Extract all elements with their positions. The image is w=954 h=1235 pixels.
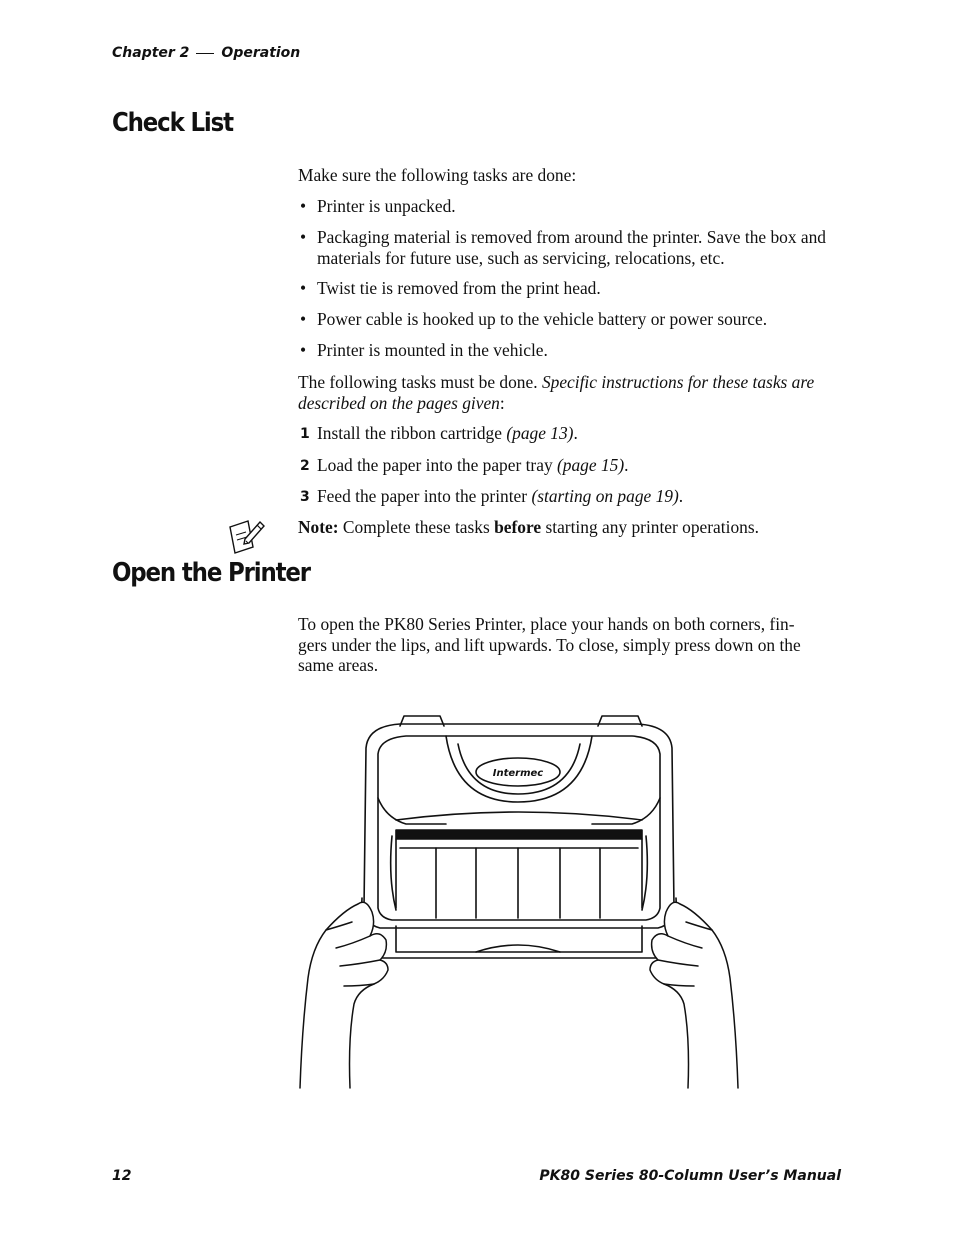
- check-list-bullet: [300, 278, 826, 299]
- bullet-dot: •: [300, 340, 307, 360]
- tasks-lead: [298, 372, 828, 413]
- open-printer-heading: Open the Printer: [112, 558, 310, 588]
- running-head: [112, 45, 300, 61]
- bullet-dot: •: [300, 227, 307, 247]
- paragraph-line: To open the PK80 Series Printer, place your hands on both corners, fin-: [298, 614, 795, 634]
- bullet-dot: •: [300, 278, 307, 298]
- manual-title: PK80 Series 80-Column User’s Manual: [539, 1168, 841, 1184]
- paragraph-line: same areas.: [298, 655, 379, 675]
- step-page-ref: (starting on page 19): [531, 486, 679, 506]
- note-label: Note:: [298, 517, 339, 537]
- note-text-before: Complete these tasks: [342, 517, 490, 537]
- step-end: .: [624, 455, 629, 475]
- note-emphasis: before: [494, 517, 542, 537]
- bullet-dot: •: [300, 196, 307, 216]
- page-number: 12: [112, 1168, 132, 1184]
- check-list-bullet: [300, 309, 826, 330]
- step-item: [300, 455, 826, 476]
- note-text: [298, 517, 828, 538]
- note-pencil-icon: [226, 517, 266, 555]
- paragraph-line: gers under the lips, and lift upwards. To close, simply press down on the: [298, 634, 801, 655]
- step-end: .: [573, 423, 578, 443]
- bullet-dot: •: [300, 309, 307, 329]
- step-page-ref: (page 13): [506, 423, 574, 443]
- check-list-bullet: [300, 227, 826, 268]
- step-text: Install the ribbon cartridge: [317, 423, 502, 443]
- step-end: .: [678, 486, 684, 506]
- bullet-text: Twist tie is removed from the print head.: [317, 278, 601, 298]
- running-head-chapter: Chapter 2: [112, 45, 190, 61]
- check-list-intro: Make sure the following tasks are done:: [298, 165, 577, 185]
- bullet-text: Power cable is hooked up to the vehicle battery or power source.: [317, 309, 768, 329]
- step-number: 3: [300, 489, 310, 505]
- step-page-ref: (page 15): [557, 455, 625, 475]
- check-list-heading: Check List: [112, 108, 233, 138]
- tasks-lead-end: :: [499, 392, 505, 413]
- running-head-section: Operation: [221, 45, 301, 61]
- printer-open-hands-illustration: [296, 708, 742, 1092]
- step-number: 2: [300, 458, 310, 474]
- bullet-text: Printer is unpacked.: [317, 196, 456, 216]
- tasks-lead-italic: Specific instructions for these tasks are described on the pages given: [298, 372, 815, 413]
- check-list-bullet: [300, 196, 826, 217]
- step-text: Feed the paper into the printer: [317, 486, 528, 506]
- bullet-text: Printer is mounted in the vehicle.: [317, 340, 548, 360]
- step-number: 1: [300, 426, 310, 442]
- tasks-lead-text: The following tasks must be done.: [298, 372, 538, 392]
- step-text: Load the paper into the paper tray: [317, 455, 553, 475]
- open-printer-paragraph: [298, 614, 828, 676]
- check-list-bullet: [300, 340, 826, 361]
- running-head-dash: [196, 53, 214, 54]
- step-item: [300, 423, 826, 444]
- intermec-logo-text: Intermec: [492, 768, 544, 779]
- step-item: [300, 486, 826, 507]
- note-text-after: starting any printer operations.: [545, 517, 759, 537]
- bullet-text: Packaging material is removed from around the printer. Save the box and materials for future use, such as servicing, relocations, etc.: [317, 227, 827, 268]
